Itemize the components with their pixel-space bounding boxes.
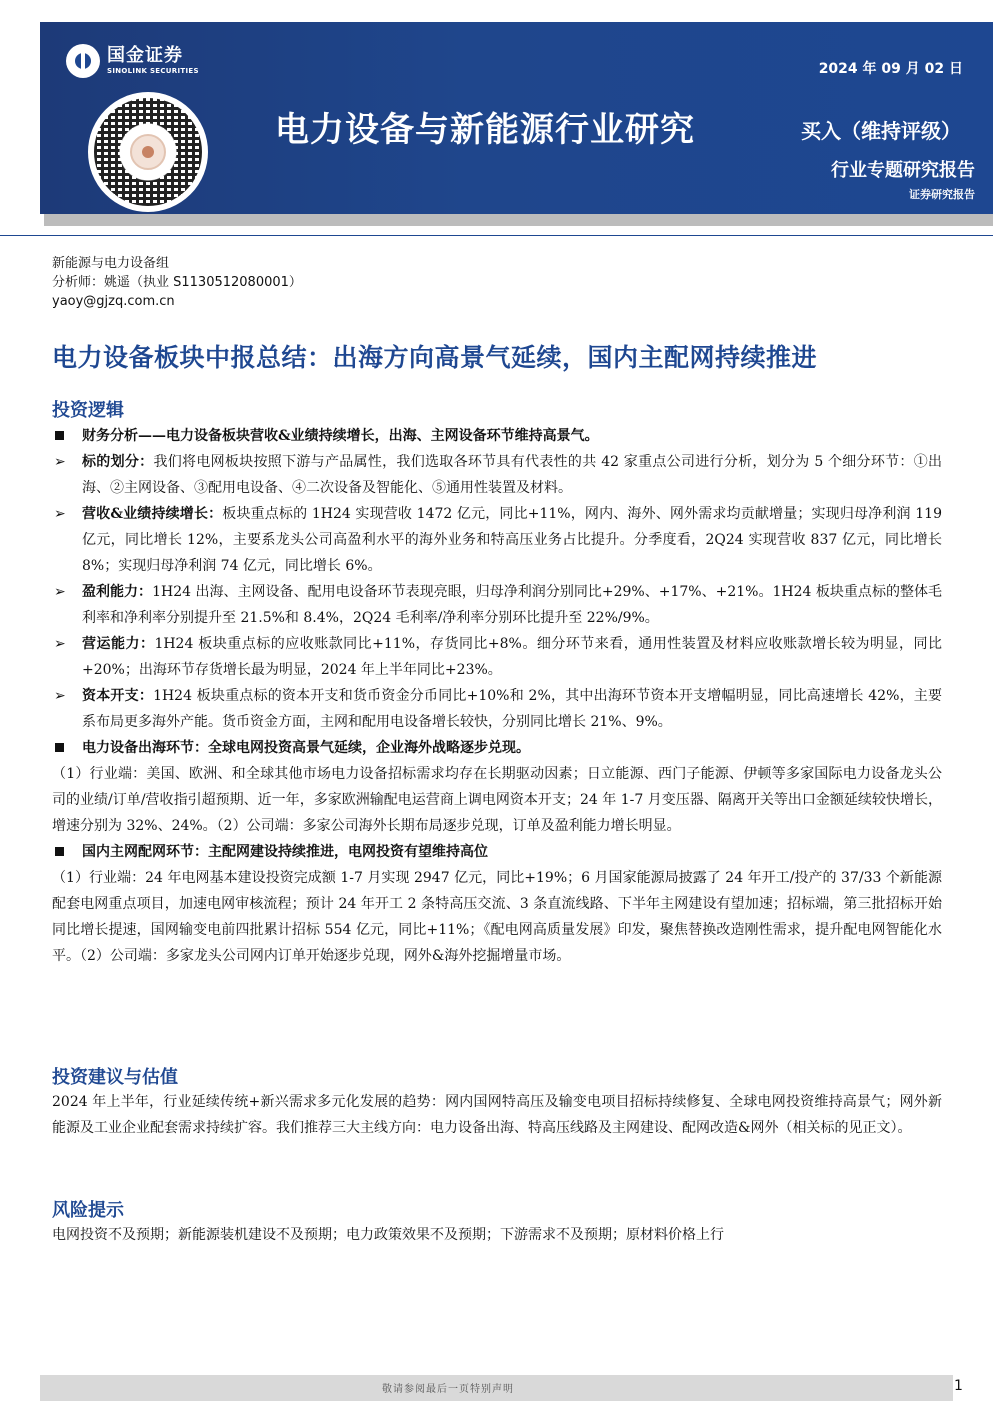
- list-item: [52, 683, 942, 735]
- logic-content: [52, 423, 942, 969]
- paragraph-domestic: （1）行业端：24 年电网基本建设投资完成额 1-7 月实现 2947 亿元，同比+19%；6 月国家能源局披露了 24 年开工/投产的 37/33 个新能源配套电网重点项目，加速电网审核流程；预计 24 年开工 2 条特高压交流、3 条直流线路、下半年主网建设有望加速；招标端，第三批招标开始同比增长提速，国网输变电前四批累计招标 554 亿元，同比+11%；《配电网高质量发展》印发，聚焦替换改造刚性需求，提升配电网智能化水平。（2）公司端：多家龙头公司网内订单开始逐步兑现，网外&海外挖掘增量市场。: [52, 870, 942, 964]
- list-item: [52, 501, 942, 579]
- item-text: 1H24 板块重点标的应收账款同比+11%，存货同比+8%。细分环节来看，通用性装置及材料应收账款增长较为明显，同比+20%；出海环节存货增长最为明显，2024 年上半年同比+23%。: [82, 636, 942, 678]
- brand-logo: [66, 44, 199, 78]
- item-label: 资本开支：: [82, 688, 154, 704]
- report-category: 证券研究报告: [909, 188, 975, 201]
- qr-center-badge: [130, 134, 166, 170]
- analyst-email[interactable]: yaoy@gjzq.com.cn: [52, 294, 175, 309]
- section-heading-risk: 风险提示: [52, 1200, 124, 1221]
- bullet-title: 电力设备出海环节：全球电网投资高景气延续，企业海外战略逐步兑现。: [82, 740, 530, 756]
- item-label: 盈利能力：: [82, 584, 153, 600]
- item-text: 我们将电网板块按照下游与产品属性，我们选取各环节具有代表性的共 42 家重点公司进行分析，划分为 5 个细分环节：①出海、②主网设备、③配用电设备、④二次设备及智能化、⑤通用性装置及材料。: [82, 454, 943, 496]
- arrow-bullet-icon: ➢: [54, 688, 66, 704]
- arrow-bullet-icon: ➢: [54, 584, 66, 600]
- risk-content: [52, 1222, 942, 1248]
- list-item: [52, 579, 942, 631]
- list-item: [52, 631, 942, 683]
- analyst-name: 分析师：姚遥（执业 S1130512080001）: [52, 275, 302, 290]
- arrow-bullet-icon: ➢: [54, 506, 66, 522]
- advice-content: [52, 1089, 942, 1141]
- report-type: 行业专题研究报告: [831, 160, 975, 181]
- item-text: 1H24 板块重点标的资本开支和货币资金分币同比+10%和 2%，其中出海环节资本开支增幅明显，同比高速增长 42%，主要系布局更多海外产能。货币资金方面，主网和配用电设备增长较快，分别同比增长 21%、9%。: [82, 688, 942, 730]
- item-label: 标的划分：: [82, 454, 154, 470]
- item-text: 1H24 出海、主网设备、配用电设备环节表现亮眼，归母净利润分别同比+29%、+17%、+21%。1H24 板块重点标的整体毛利率和净利率分别提升至 21.5%和 8.4%，2Q24 毛利率/净利率分别环比提升至 22%/9%。: [82, 584, 942, 626]
- square-bullet-icon: [52, 423, 82, 449]
- footer-disclaimer: 敬请参阅最后一页特别声明: [382, 1384, 514, 1395]
- square-bullet-icon: [52, 735, 82, 761]
- bullet-row: [52, 423, 942, 449]
- header-banner: [40, 22, 993, 214]
- paragraph-overseas: （1）行业端：美国、欧洲、和全球其他市场电力设备招标需求均存在长期驱动因素；日立能源、西门子能源、伊顿等多家国际电力设备龙头公司的业绩/订单/营收指引超预期、近一年，多家欧洲输配电运营商上调电网资本开支；24 年 1-7 月变压器、隔离开关等出口金额延续较快增长，增速分别为 32%、24%。（2）公司端：多家公司海外长期布局逐步兑现，订单及盈利能力增长明显。: [52, 766, 942, 834]
- list-item: [52, 449, 942, 501]
- item-label: 营收&业绩持续增长：: [82, 506, 223, 522]
- report-title: 电力设备板块中报总结：出海方向高景气延续，国内主配网持续推进: [52, 343, 818, 372]
- bullet-row: [52, 735, 942, 761]
- paragraph-risk: 电网投资不及预期；新能源装机建设不及预期；电力政策效果不及预期；下游需求不及预期；原材料价格上行: [52, 1227, 724, 1243]
- analyst-group: 新能源与电力设备组: [52, 256, 170, 271]
- bullet-row: [52, 839, 942, 865]
- square-bullet-icon: [52, 839, 82, 865]
- paragraph-advice: 2024 年上半年，行业延续传统+新兴需求多元化发展的趋势：网内国网特高压及输变电项目招标持续修复、全球电网投资维持高景气；网外新能源及工业企业配套需求持续扩容。我们推荐三大主线方向：电力设备出海、特高压线路及主网建设、配网改造&网外（相关标的见正文）。: [52, 1094, 942, 1136]
- logo-icon: [66, 44, 100, 78]
- header-divider: [0, 235, 993, 236]
- page-number: 1: [954, 1378, 963, 1394]
- arrow-bullet-icon: ➢: [54, 636, 66, 652]
- bullet-title: 财务分析——电力设备板块营收&业绩持续增长，出海、主网设备环节维持高景气。: [82, 428, 599, 444]
- arrow-bullet-icon: ➢: [54, 454, 66, 470]
- logo-name-cn: 国金证券: [107, 45, 183, 66]
- section-heading-logic: 投资逻辑: [52, 400, 124, 421]
- section-heading-advice: 投资建议与估值: [52, 1067, 178, 1088]
- rating-label: 买入（维持评级）: [801, 119, 961, 143]
- item-label: 营运能力：: [82, 636, 155, 652]
- report-date: 2024 年 09 月 02 日: [818, 61, 963, 77]
- bullet-title: 国内主网配网环节：主配网建设持续推进，电网投资有望维持高位: [82, 844, 488, 860]
- analyst-info: [52, 254, 302, 311]
- industry-title: 电力设备与新能源行业研究: [275, 110, 695, 150]
- logo-name-en: SINOLINK SECURITIES: [107, 67, 199, 75]
- qr-code-icon: [88, 92, 208, 212]
- item-text: 板块重点标的 1H24 实现营收 1472 亿元，同比+11%，网内、海外、网外需求均贡献增量；实现归母净利润 119 亿元，同比增长 12%，主要系龙头公司高盈利水平的海外业务和特高压业务占比提升。分季度看，2Q24 实现营收 837 亿元，同比增长 8%；实现归母净利润 74 亿元，同比增长 6%。: [82, 506, 942, 574]
